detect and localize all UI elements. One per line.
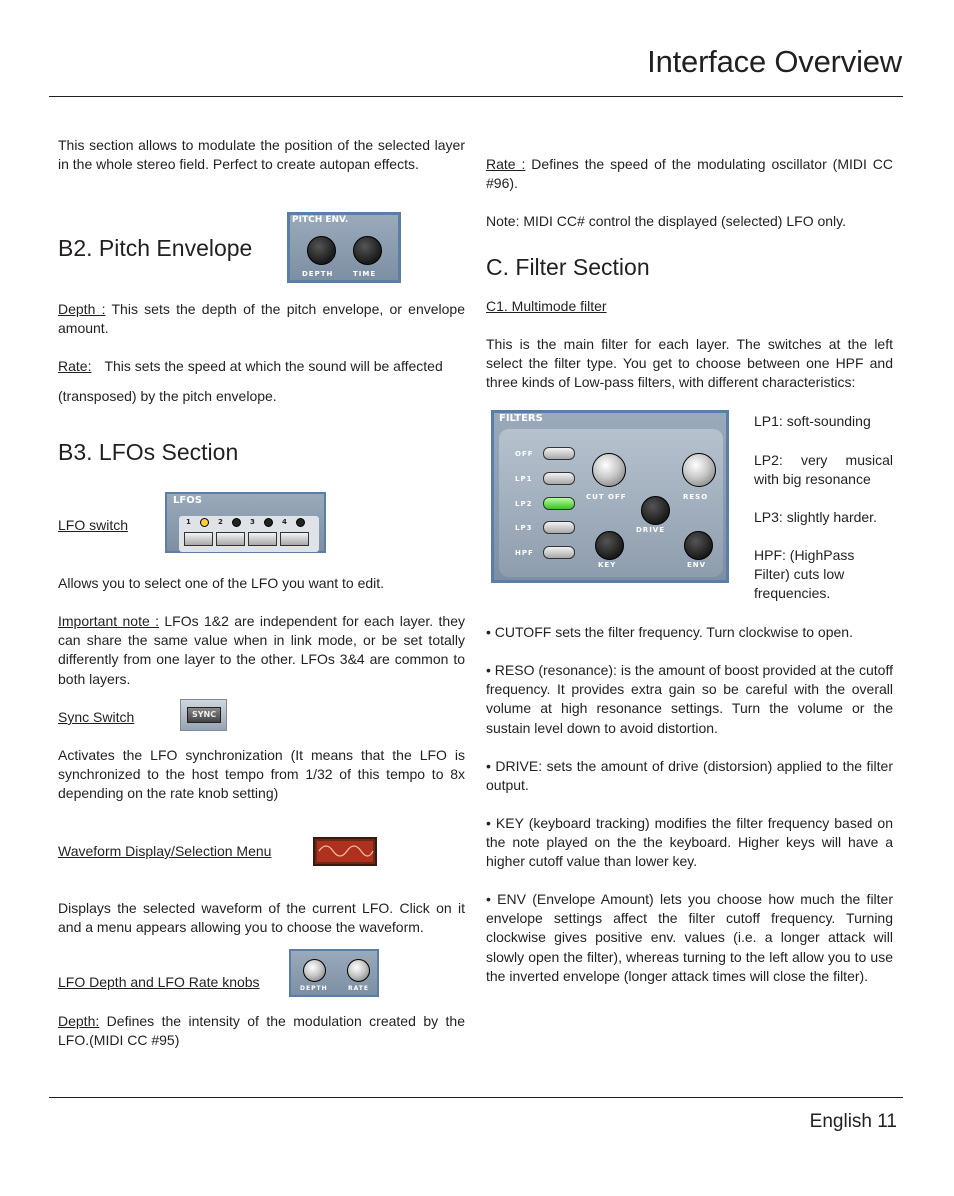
filter-switch-hpf-label: HPF bbox=[515, 549, 534, 557]
filter-switch-lp1 bbox=[543, 472, 575, 485]
filter-switch-lp2-label: LP2 bbox=[515, 500, 533, 508]
lp3-description: LP3: slightly harder. bbox=[754, 509, 877, 525]
pitch-env-panel-title: PITCH ENV. bbox=[292, 215, 349, 225]
env-knob-icon bbox=[684, 531, 713, 560]
lfo-rate-term: Rate : bbox=[486, 156, 526, 172]
filter-switch-lp1-label: LP1 bbox=[515, 475, 533, 483]
cutoff-knob-label: CUT OFF bbox=[586, 493, 627, 501]
waveform-paragraph: Displays the selected waveform of the current LFO. Click on it and a menu appears allowing you to choose the waveform. bbox=[58, 900, 465, 936]
multimode-filter-subheading: C1. Multimode filter bbox=[486, 298, 607, 314]
lfos-heading: B3. LFOs Section bbox=[58, 439, 239, 465]
lfo-3-led-icon bbox=[264, 518, 273, 527]
lfo-1-switch bbox=[184, 532, 213, 546]
lfo-3-number: 3 bbox=[250, 518, 256, 526]
sync-button-image bbox=[180, 699, 227, 731]
lp2-description: LP2: very musical with big resonance bbox=[754, 452, 893, 488]
lfo-important-term: Important note : bbox=[58, 613, 160, 629]
lfo-2-switch bbox=[216, 532, 245, 546]
filter-intro-paragraph: This is the main filter for each layer. The switches at the left select the filter type. You get to choose between one HPF and three kinds of Low-pass filters, with different characteristics: bbox=[486, 336, 893, 391]
cutoff-knob-icon bbox=[592, 453, 626, 487]
hpf-description: HPF: (HighPass Filter) cuts low frequencies. bbox=[754, 547, 855, 602]
lp1-description: LP1: soft-sounding bbox=[754, 413, 871, 429]
page-title: Interface Overview bbox=[647, 44, 902, 79]
drive-bullet: • DRIVE: sets the amount of drive (distorsion) applied to the filter output. bbox=[486, 758, 893, 794]
page-number: English 11 bbox=[809, 1111, 897, 1132]
lfos-panel-image bbox=[165, 492, 326, 553]
pitch-rate-term: Rate: bbox=[58, 358, 92, 374]
lfo-rate-knob-icon bbox=[347, 959, 370, 982]
sync-switch-label: Sync Switch bbox=[58, 709, 135, 725]
filters-panel-title: FILTERS bbox=[499, 413, 543, 424]
midi-note-paragraph: Note: MIDI CC# control the displayed (selected) LFO only. bbox=[486, 213, 847, 229]
pitch-rate-text: This sets the speed at which the sound will be affected bbox=[104, 358, 443, 374]
header-rule bbox=[49, 96, 903, 97]
footer-rule bbox=[49, 1097, 903, 1098]
pitch-depth-label: DEPTH bbox=[302, 270, 334, 278]
reso-knob-icon bbox=[682, 453, 716, 487]
intro-paragraph: This section allows to modulate the position of the selected layer in the whole stereo field. Perfect to create autopan effects. bbox=[58, 137, 465, 173]
pitch-depth-text: This sets the depth of the pitch envelope, or envelope amount. bbox=[58, 301, 466, 337]
filter-switch-lp3 bbox=[543, 521, 575, 534]
env-bullet: • ENV (Envelope Amount) lets you choose how much the filter envelope settings affect the filter cutoff frequency. Turning clockwise gives positive env. values (i.e. a longer attack will slowly open the filter), whereas turning to the left allow you to use the inverted envelope (longer attack times will close the filter). bbox=[486, 891, 893, 984]
lfo-rate-text: Defines the speed of the modulating oscillator (MIDI CC #96). bbox=[486, 156, 894, 192]
pitch-rate-paragraph bbox=[58, 357, 465, 376]
key-bullet: • KEY (keyboard tracking) modifies the filter frequency based on the note played on the the keyboard. Higher keys will have a higher cutoff value than lower key. bbox=[486, 815, 893, 870]
filter-switch-lp2 bbox=[543, 497, 575, 510]
pitch-depth-paragraph bbox=[58, 300, 465, 338]
lfo-knobs-label: LFO Depth and LFO Rate knobs bbox=[58, 974, 260, 990]
lfo-depth-knob-label: DEPTH bbox=[300, 985, 328, 992]
lfo-depth-term: Depth: bbox=[58, 1013, 100, 1029]
reso-knob-label: RESO bbox=[683, 493, 709, 501]
lfo-4-led-icon bbox=[296, 518, 305, 527]
key-knob-label: KEY bbox=[598, 561, 617, 569]
drive-knob-icon bbox=[641, 496, 670, 525]
reso-bullet: • RESO (resonance): is the amount of boost provided at the cutoff frequency. It provides extra gain so be careful with the overall volume at high resonance settings. Turn the volume or the sustain level down to avoid distortion. bbox=[486, 662, 893, 736]
lfo-important-paragraph bbox=[58, 612, 465, 689]
filter-switch-hpf bbox=[543, 546, 575, 559]
drive-knob-label: DRIVE bbox=[636, 526, 666, 534]
waveform-display-label: Waveform Display/Selection Menu bbox=[58, 843, 272, 859]
filter-switch-lp3-label: LP3 bbox=[515, 524, 533, 532]
lfo-depth-text: Defines the intensity of the modulation created by the LFO.(MIDI CC #95) bbox=[58, 1013, 465, 1049]
lfo-rate-paragraph bbox=[486, 155, 893, 193]
key-knob-icon bbox=[595, 531, 624, 560]
waveform-display-image bbox=[313, 837, 377, 866]
lfo-knobs-image bbox=[289, 949, 379, 997]
filter-switch-off bbox=[543, 447, 575, 460]
lfo-rate-knob-label: RATE bbox=[348, 985, 369, 992]
lfo-1-led-icon bbox=[200, 518, 209, 527]
pitch-envelope-heading: B2. Pitch Envelope bbox=[58, 235, 253, 261]
lfo-4-switch bbox=[280, 532, 309, 546]
lfo-depth-paragraph bbox=[58, 1012, 465, 1050]
lfo-3-switch bbox=[248, 532, 277, 546]
lfo-2-number: 2 bbox=[218, 518, 224, 526]
lfo-allows-paragraph: Allows you to select one of the LFO you want to edit. bbox=[58, 575, 385, 591]
pitch-depth-term: Depth : bbox=[58, 301, 106, 317]
lfo-1-number: 1 bbox=[186, 518, 192, 526]
cutoff-bullet: • CUTOFF sets the filter frequency. Turn clockwise to open. bbox=[486, 624, 853, 640]
lfo-important-text: LFOs 1&2 are independent for each layer. they can share the same value when in link mode, or be set totally differently from one layer to the other. LFOs 3&4 are common to both layers. bbox=[58, 613, 466, 687]
sync-button-label: SYNC bbox=[187, 707, 221, 723]
env-knob-label: ENV bbox=[687, 561, 707, 569]
lfo-4-number: 4 bbox=[282, 518, 288, 526]
pitch-time-knob-icon bbox=[353, 236, 382, 265]
filter-section-heading: C. Filter Section bbox=[486, 254, 650, 280]
lfos-panel-title: LFOS bbox=[173, 495, 202, 506]
lfo-depth-knob-icon bbox=[303, 959, 326, 982]
pitch-rate-paragraph-2: (transposed) by the pitch envelope. bbox=[58, 388, 277, 404]
sync-paragraph: Activates the LFO synchronization (It means that the LFO is synchronized to the host tempo from 1/32 of this tempo to 8x depending on the rate knob setting) bbox=[58, 747, 465, 802]
pitch-depth-knob-icon bbox=[307, 236, 336, 265]
pitch-env-panel-image bbox=[287, 212, 401, 283]
lfo-2-led-icon bbox=[232, 518, 241, 527]
pitch-time-label: TIME bbox=[353, 270, 377, 278]
filters-panel-image bbox=[491, 410, 729, 583]
waveform-wave-icon bbox=[315, 839, 375, 864]
lfo-switch-label: LFO switch bbox=[58, 517, 129, 533]
filter-switch-off-label: OFF bbox=[515, 450, 534, 458]
